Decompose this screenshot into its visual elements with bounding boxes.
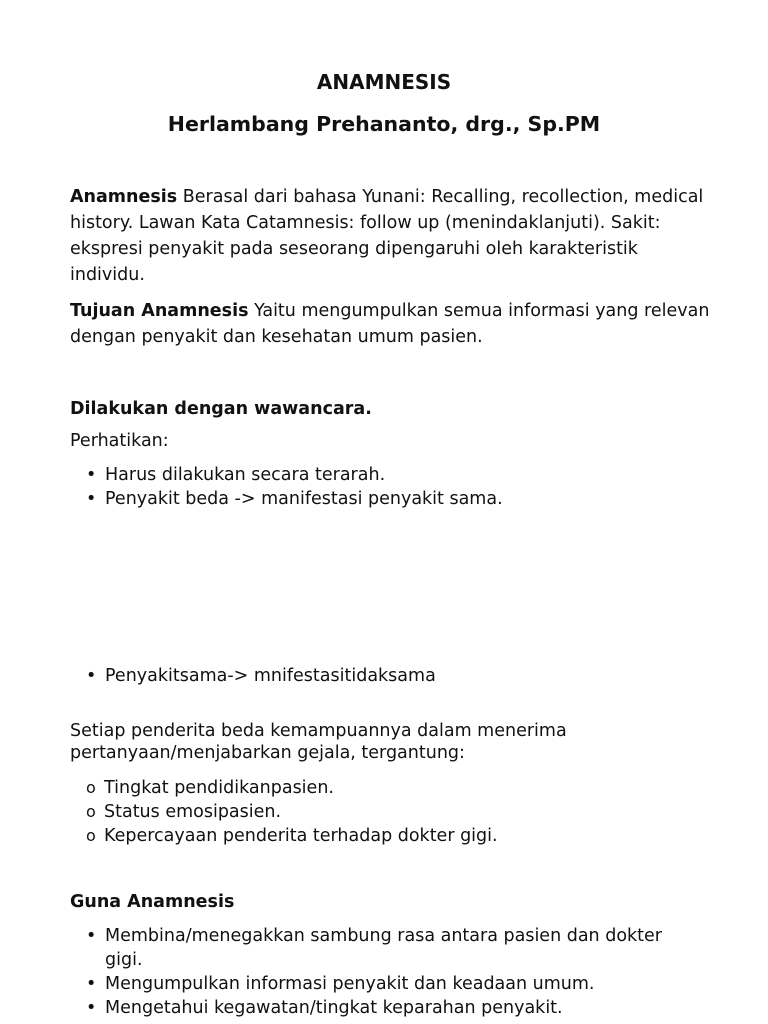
list-item: o Status emosipasien. [86,802,282,822]
circle-bullet-icon: o [86,826,96,845]
method-heading: Dilakukan dengan wawancara. [70,399,372,419]
ability-paragraph: Setiap penderita beda kemampuannya dalam menerima pertanyaan/menjabarkan gejala, tergantung: [70,721,567,763]
bullet-icon: • [86,998,97,1018]
list-item: • Penyakit beda -> manifestasi penyakit sama. [86,489,503,509]
list-item: • Mengumpulkan informasi penyakit dan keadaan umum. [86,974,595,994]
ability-list [86,776,686,848]
bullet-icon: • [86,974,97,994]
document-author: Herlambang Prehananto, drg., Sp.PM [167,112,601,136]
list-item: • Harus dilakukan secara terarah. [86,465,386,485]
note-list [86,463,686,511]
intro-term: Anamnesis [70,187,178,207]
use-list [86,924,666,1020]
list-item: • Membina/menegakkan sambung rasa antara pasien dan dokter gigi. [86,926,662,970]
list-item: o Tingkat pendidikanpasien. [86,778,334,798]
bullet-icon: • [86,926,97,946]
bullet-icon: • [86,465,97,485]
list-item: • Penyakitsama-> mnifestasitidaksama [86,666,436,686]
purpose-text: Yaitu mengumpulkan semua informasi yang relevan dengan penyakit dan kesehatan umum pasien. [70,301,710,347]
purpose-paragraph [70,298,710,350]
list-item: o Kepercayaan penderita terhadap dokter gigi. [86,826,498,846]
bullet-icon: • [86,666,97,686]
circle-bullet-icon: o [86,778,96,797]
use-heading: Guna Anamnesis [70,892,235,912]
note-label: Perhatikan: [70,431,169,451]
intro-text: Berasal dari bahasa Yunani: Recalling, recollection, medical history. Lawan Kata Catamnesis: follow up (menindaklanjuti). Sakit: ekspresi penyakit pada seseorang dipengaruhi oleh karakteristik individu. [70,187,704,285]
note-list-2 [86,664,686,688]
bullet-icon: • [86,489,97,509]
purpose-term: Tujuan Anamnesis [70,301,249,321]
intro-paragraph [70,184,710,288]
circle-bullet-icon: o [86,802,96,821]
document-title: ANAMNESIS [316,70,452,94]
list-item: • Mengetahui kegawatan/tingkat keparahan penyakit. [86,998,563,1018]
